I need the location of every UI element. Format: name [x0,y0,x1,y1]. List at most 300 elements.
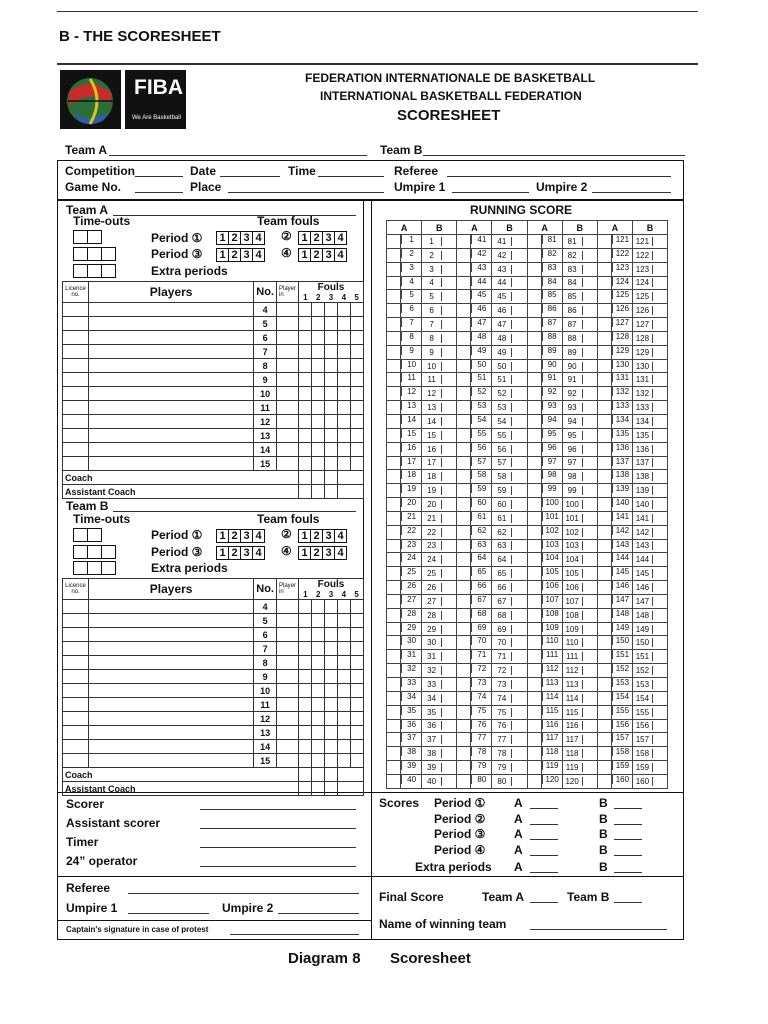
player-name-cell[interactable] [89,670,254,684]
player-row[interactable] [63,684,364,698]
rs-mark-a[interactable] [457,706,471,719]
player-row[interactable] [63,670,364,684]
foul-cell[interactable] [325,684,338,698]
rs-mark-a[interactable] [387,346,401,359]
foul-cell[interactable] [325,401,338,415]
foul-cell[interactable] [299,712,312,726]
player-name-cell[interactable] [89,415,254,429]
rs-mark-a[interactable] [598,498,612,511]
rs-mark-a[interactable] [387,290,401,303]
rs-mark-a[interactable] [387,595,401,608]
foul-cell[interactable] [351,373,364,387]
rs-mark-a[interactable] [598,249,612,262]
foul-cell[interactable] [338,303,351,317]
rs-mark-a[interactable] [598,277,612,290]
foul-box[interactable]: 4 [334,529,347,543]
foul-cell[interactable] [338,698,351,712]
rs-mark-a[interactable] [528,387,542,400]
rs-row[interactable] [387,428,668,442]
licence-cell[interactable] [63,331,89,345]
rs-mark-a[interactable] [457,609,471,622]
rs-mark-a[interactable] [528,761,542,774]
foul-cell[interactable] [351,303,364,317]
rs-mark-a[interactable] [457,249,471,262]
foul-cell[interactable] [325,429,338,443]
foul-cell[interactable] [338,429,351,443]
player-in-cell[interactable] [276,317,298,331]
fouls-p4-a[interactable] [298,245,346,263]
licence-cell[interactable] [63,429,89,443]
rs-mark-a[interactable] [457,277,471,290]
foul-cell[interactable] [299,401,312,415]
rs-mark-a[interactable] [457,387,471,400]
rs-row[interactable] [387,691,668,705]
fouls-p2-b[interactable] [298,526,346,544]
foul-cell[interactable] [351,429,364,443]
rs-mark-a[interactable] [387,609,401,622]
foul-cell[interactable] [338,317,351,331]
rs-row[interactable] [387,747,668,761]
player-row[interactable] [63,726,364,740]
rs-mark-a[interactable] [387,678,401,691]
foul-cell[interactable] [338,684,351,698]
rs-mark-a[interactable] [528,733,542,746]
foul-box[interactable]: 2 [310,529,323,543]
rs-mark-a[interactable] [598,595,612,608]
rs-mark-a[interactable] [598,484,612,497]
rs-row[interactable] [387,456,668,470]
rs-mark-a[interactable] [387,761,401,774]
foul-cell[interactable] [325,317,338,331]
foul-cell[interactable] [338,415,351,429]
foul-cell[interactable] [351,698,364,712]
foul-cell[interactable] [312,401,325,415]
player-name-cell[interactable] [89,642,254,656]
player-name-cell[interactable] [89,317,254,331]
foul-cell[interactable] [325,457,338,471]
foul-cell[interactable] [299,457,312,471]
rs-mark-a[interactable] [387,429,401,442]
foul-cell[interactable] [351,628,364,642]
foul-cell[interactable] [299,656,312,670]
player-in-cell[interactable] [276,331,298,345]
rs-mark-a[interactable] [528,443,542,456]
rs-mark-a[interactable] [457,650,471,663]
licence-cell[interactable] [63,373,89,387]
player-row[interactable] [63,443,364,457]
umpire1-official-field[interactable] [128,913,209,914]
foul-box[interactable]: 4 [252,231,265,245]
player-row[interactable] [63,712,364,726]
player-name-cell[interactable] [89,754,254,768]
foul-cell[interactable] [299,684,312,698]
rs-mark-a[interactable] [457,415,471,428]
rs-mark-a[interactable] [528,429,542,442]
rs-row[interactable] [387,581,668,595]
player-in-cell[interactable] [276,726,298,740]
fouls-p4-b[interactable] [298,543,346,561]
foul-cell[interactable] [299,628,312,642]
player-name-cell[interactable] [89,373,254,387]
rs-mark-a[interactable] [387,470,401,483]
foul-cell[interactable] [299,415,312,429]
umpire2-field[interactable] [592,192,671,193]
rs-mark-a[interactable] [457,290,471,303]
licence-cell[interactable] [63,317,89,331]
foul-box[interactable]: 1 [216,231,229,245]
foul-box[interactable]: 1 [216,529,229,543]
player-in-cell[interactable] [276,628,298,642]
rs-row[interactable] [387,414,668,428]
rs-mark-a[interactable] [387,581,401,594]
foul-cell[interactable] [338,614,351,628]
foul-cell[interactable] [325,600,338,614]
foul-cell[interactable] [312,303,325,317]
foul-box[interactable]: 1 [298,231,311,245]
foul-cell[interactable] [338,600,351,614]
rs-mark-a[interactable] [387,401,401,414]
licence-cell[interactable] [63,600,89,614]
foul-cell[interactable] [338,331,351,345]
licence-cell[interactable] [63,303,89,317]
foul-cell[interactable] [325,670,338,684]
rs-row[interactable] [387,705,668,719]
foul-cell[interactable] [338,656,351,670]
foul-cell[interactable] [299,670,312,684]
foul-cell[interactable] [325,359,338,373]
rs-row[interactable] [387,345,668,359]
rs-mark-a[interactable] [598,470,612,483]
player-row[interactable] [63,614,364,628]
rs-row[interactable] [387,387,668,401]
rs-row[interactable] [387,664,668,678]
rs-mark-a[interactable] [528,567,542,580]
timeout-boxes-a1[interactable] [73,230,103,244]
rs-mark-a[interactable] [387,636,401,649]
foul-cell[interactable] [325,331,338,345]
rs-mark-a[interactable] [598,512,612,525]
player-in-cell[interactable] [276,754,298,768]
player-in-cell[interactable] [276,401,298,415]
foul-box[interactable]: 2 [228,231,241,245]
rs-mark-a[interactable] [457,373,471,386]
foul-cell[interactable] [299,443,312,457]
rs-mark-a[interactable] [528,650,542,663]
rs-mark-a[interactable] [528,235,542,248]
player-in-cell[interactable] [276,712,298,726]
player-in-cell[interactable] [276,600,298,614]
score-b-field[interactable] [614,839,642,840]
rs-mark-a[interactable] [528,747,542,760]
player-row[interactable] [63,345,364,359]
rs-mark-a[interactable] [387,706,401,719]
player-name-cell[interactable] [89,303,254,317]
foul-cell[interactable] [299,600,312,614]
player-in-cell[interactable] [276,373,298,387]
rs-mark-a[interactable] [598,720,612,733]
player-name-cell[interactable] [89,429,254,443]
timeout-boxes-a3[interactable] [73,264,118,278]
rs-mark-a[interactable] [457,747,471,760]
player-row[interactable] [63,317,364,331]
foul-cell[interactable] [351,317,364,331]
licence-cell[interactable] [63,754,89,768]
foul-cell[interactable] [338,670,351,684]
foul-cell[interactable] [325,345,338,359]
foul-cell[interactable] [312,359,325,373]
rs-mark-a[interactable] [598,318,612,331]
rs-mark-a[interactable] [528,636,542,649]
rs-mark-a[interactable] [528,526,542,539]
player-in-cell[interactable] [276,670,298,684]
licence-cell[interactable] [63,457,89,471]
rs-mark-a[interactable] [387,692,401,705]
foul-cell[interactable] [299,642,312,656]
rs-mark-a[interactable] [528,318,542,331]
rs-mark-a[interactable] [387,457,401,470]
rs-mark-a[interactable] [598,678,612,691]
rs-row[interactable] [387,373,668,387]
rs-mark-a[interactable] [457,304,471,317]
rs-mark-a[interactable] [457,429,471,442]
player-in-cell[interactable] [276,642,298,656]
player-name-cell[interactable] [89,740,254,754]
rs-mark-a[interactable] [528,664,542,677]
foul-cell[interactable] [338,443,351,457]
score-a-field[interactable] [530,855,558,856]
rs-mark-a[interactable] [528,553,542,566]
foul-cell[interactable] [312,642,325,656]
winning-team-field[interactable] [530,929,667,930]
foul-box[interactable]: 2 [310,231,323,245]
rs-mark-a[interactable] [598,540,612,553]
rs-row[interactable] [387,498,668,512]
score-a-field[interactable] [530,808,558,809]
timeout-boxes-b3[interactable] [73,561,118,575]
rs-mark-a[interactable] [598,387,612,400]
player-row[interactable] [63,401,364,415]
foul-box[interactable]: 1 [298,529,311,543]
foul-cell[interactable] [312,443,325,457]
licence-cell[interactable] [63,698,89,712]
foul-cell[interactable] [325,698,338,712]
player-row[interactable] [63,387,364,401]
competition-field[interactable] [135,176,183,177]
rs-mark-a[interactable] [598,664,612,677]
player-in-cell[interactable] [276,429,298,443]
foul-cell[interactable] [325,443,338,457]
captain-signature-field[interactable] [230,934,359,935]
rs-mark-a[interactable] [387,623,401,636]
rs-mark-a[interactable] [598,263,612,276]
rs-mark-a[interactable] [598,332,612,345]
rs-mark-a[interactable] [457,526,471,539]
player-row[interactable] [63,429,364,443]
player-in-cell[interactable] [276,656,298,670]
rs-mark-a[interactable] [387,484,401,497]
foul-cell[interactable] [351,331,364,345]
fouls-p2-a[interactable] [298,228,346,246]
team-a-field[interactable] [109,155,367,156]
rs-mark-a[interactable] [387,775,401,788]
player-in-cell[interactable] [276,415,298,429]
foul-cell[interactable] [325,387,338,401]
rs-mark-a[interactable] [598,290,612,303]
foul-box[interactable]: 3 [240,546,253,560]
foul-cell[interactable] [299,317,312,331]
player-row[interactable] [63,457,364,471]
referee-official-field[interactable] [128,893,359,894]
foul-cell[interactable] [312,331,325,345]
foul-cell[interactable] [351,684,364,698]
rs-mark-a[interactable] [387,318,401,331]
licence-cell[interactable] [63,712,89,726]
player-row[interactable] [63,331,364,345]
foul-cell[interactable] [351,740,364,754]
rs-mark-a[interactable] [528,263,542,276]
time-field[interactable] [318,176,384,177]
rs-mark-a[interactable] [387,747,401,760]
rs-mark-a[interactable] [528,457,542,470]
timeout-boxes-b2[interactable] [73,545,118,559]
score-b-field[interactable] [614,824,642,825]
foul-cell[interactable] [312,614,325,628]
rs-mark-a[interactable] [457,235,471,248]
rs-row[interactable] [387,248,668,262]
rs-mark-a[interactable] [528,484,542,497]
rs-mark-a[interactable] [387,498,401,511]
rs-mark-a[interactable] [528,692,542,705]
player-name-cell[interactable] [89,698,254,712]
team-b-field[interactable] [423,155,685,156]
rs-mark-a[interactable] [598,567,612,580]
score-a-field[interactable] [530,839,558,840]
rs-mark-a[interactable] [387,360,401,373]
rs-row[interactable] [387,594,668,608]
foul-cell[interactable] [338,457,351,471]
rs-mark-a[interactable] [387,720,401,733]
foul-cell[interactable] [351,754,364,768]
rs-mark-a[interactable] [457,692,471,705]
foul-box[interactable]: 4 [334,231,347,245]
rs-mark-a[interactable] [457,457,471,470]
foul-cell[interactable] [312,600,325,614]
foul-box[interactable]: 2 [228,546,241,560]
player-row[interactable] [63,698,364,712]
rs-mark-a[interactable] [598,526,612,539]
player-row[interactable] [63,628,364,642]
rs-mark-a[interactable] [457,401,471,414]
rs-row[interactable] [387,470,668,484]
licence-cell[interactable] [63,359,89,373]
final-team-a-field[interactable] [530,902,558,903]
rs-mark-a[interactable] [598,429,612,442]
foul-cell[interactable] [299,614,312,628]
rs-mark-a[interactable] [387,567,401,580]
team-b-section-field[interactable] [113,511,356,512]
player-row[interactable] [63,642,364,656]
foul-cell[interactable] [338,726,351,740]
foul-cell[interactable] [338,359,351,373]
licence-cell[interactable] [63,684,89,698]
foul-cell[interactable] [351,415,364,429]
foul-cell[interactable] [351,670,364,684]
player-in-cell[interactable] [276,740,298,754]
player-row[interactable] [63,415,364,429]
rs-mark-a[interactable] [387,277,401,290]
foul-box[interactable]: 1 [216,546,229,560]
foul-box[interactable]: 3 [240,248,253,262]
rs-mark-a[interactable] [457,761,471,774]
rs-mark-a[interactable] [387,733,401,746]
rs-mark-a[interactable] [457,332,471,345]
fouls-p1-b[interactable] [216,526,264,544]
licence-cell[interactable] [63,443,89,457]
timer-field[interactable] [200,847,356,848]
game-no-field[interactable] [135,192,183,193]
rs-mark-a[interactable] [457,540,471,553]
fouls-p3-b[interactable] [216,543,264,561]
rs-mark-a[interactable] [528,360,542,373]
rs-row[interactable] [387,525,668,539]
foul-cell[interactable] [325,373,338,387]
foul-cell[interactable] [351,359,364,373]
rs-mark-a[interactable] [528,623,542,636]
foul-cell[interactable] [299,429,312,443]
foul-box[interactable]: 4 [334,546,347,560]
rs-mark-a[interactable] [457,581,471,594]
rs-mark-a[interactable] [598,360,612,373]
rs-mark-a[interactable] [528,332,542,345]
foul-box[interactable]: 1 [298,248,311,262]
licence-cell[interactable] [63,656,89,670]
player-name-cell[interactable] [89,726,254,740]
rs-mark-a[interactable] [457,443,471,456]
rs-row[interactable] [387,359,668,373]
rs-mark-a[interactable] [387,512,401,525]
foul-cell[interactable] [325,628,338,642]
rs-mark-a[interactable] [387,415,401,428]
foul-cell[interactable] [299,359,312,373]
rs-mark-a[interactable] [457,733,471,746]
rs-mark-a[interactable] [457,484,471,497]
rs-mark-a[interactable] [387,332,401,345]
licence-cell[interactable] [63,415,89,429]
foul-cell[interactable] [351,656,364,670]
foul-cell[interactable] [338,642,351,656]
foul-cell[interactable] [312,754,325,768]
umpire1-field[interactable] [452,192,529,193]
foul-box[interactable]: 2 [228,529,241,543]
player-name-cell[interactable] [89,443,254,457]
player-row[interactable] [63,656,364,670]
rs-mark-a[interactable] [457,775,471,788]
player-in-cell[interactable] [276,443,298,457]
foul-cell[interactable] [351,600,364,614]
foul-box[interactable]: 1 [298,546,311,560]
rs-row[interactable] [387,331,668,345]
rs-mark-a[interactable] [598,650,612,663]
rs-mark-a[interactable] [528,346,542,359]
player-name-cell[interactable] [89,600,254,614]
player-in-cell[interactable] [276,359,298,373]
rs-mark-a[interactable] [528,512,542,525]
foul-cell[interactable] [338,387,351,401]
foul-cell[interactable] [325,726,338,740]
rs-mark-a[interactable] [528,720,542,733]
foul-cell[interactable] [325,754,338,768]
foul-cell[interactable] [325,303,338,317]
